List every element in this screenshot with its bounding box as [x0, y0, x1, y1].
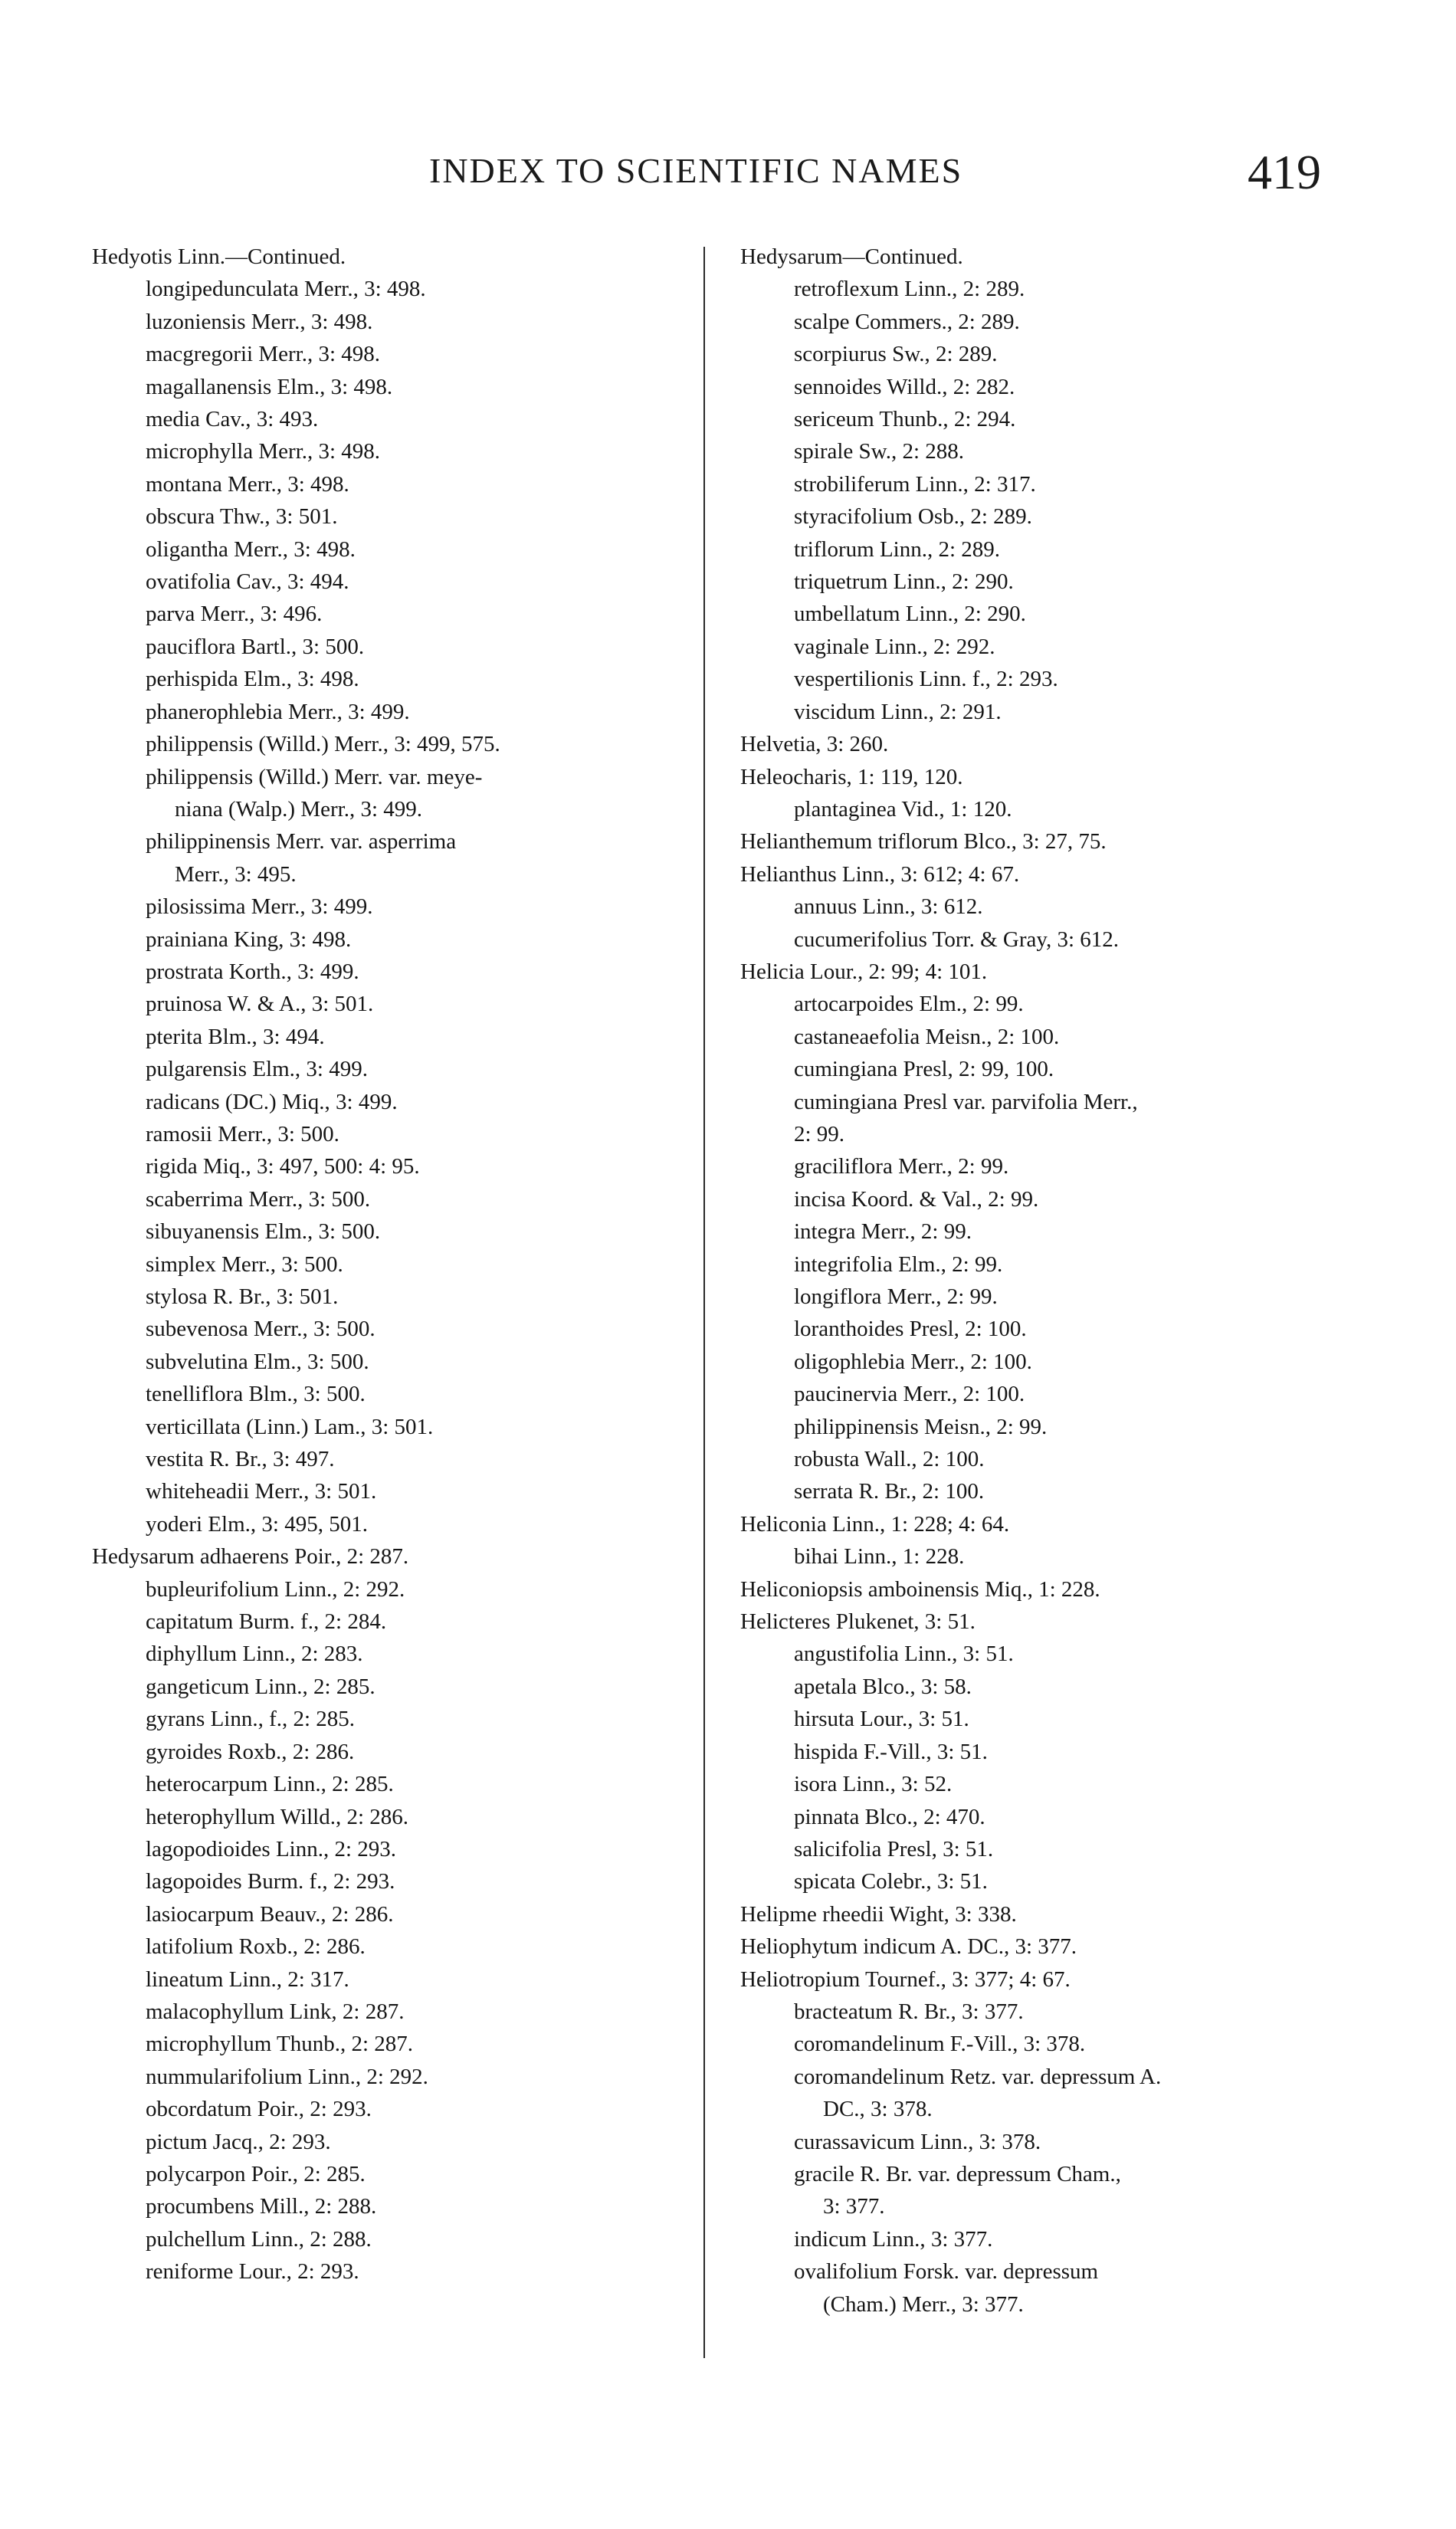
index-entry: plantaginea Vid., 1: 120.: [794, 796, 1012, 822]
index-entry: 2: 99.: [794, 1121, 845, 1146]
index-entry: parva Merr., 3: 496.: [146, 602, 323, 627]
index-entry: radicans (DC.) Miq., 3: 499.: [146, 1089, 398, 1114]
index-entry: luzoniensis Merr., 3: 498.: [146, 309, 373, 334]
index-entry: philippensis (Willd.) Merr. var. meye-: [146, 764, 483, 789]
index-entry: spicata Colebr., 3: 51.: [794, 1869, 988, 1894]
index-entry: isora Linn., 3: 52.: [794, 1772, 953, 1797]
index-entry: annuus Linn., 3: 612.: [794, 894, 983, 920]
index-entry: philippensis (Willd.) Merr., 3: 499, 575.: [146, 732, 500, 757]
index-entry: microphylla Merr., 3: 498.: [146, 439, 381, 464]
index-entry: gyroides Roxb., 2: 286.: [146, 1739, 355, 1764]
index-heading-entry: Helianthus Linn., 3: 612; 4: 67.: [740, 861, 1020, 887]
index-entry: montana Merr., 3: 498.: [146, 471, 349, 497]
index-entry: hirsuta Lour., 3: 51.: [794, 1707, 969, 1732]
index-entry: capitatum Burm. f., 2: 284.: [146, 1609, 387, 1635]
index-entry: gyrans Linn., f., 2: 285.: [146, 1707, 356, 1732]
index-entry: pulgarensis Elm., 3: 499.: [146, 1057, 368, 1082]
index-entry: longipedunculata Merr., 3: 498.: [146, 277, 426, 302]
index-entry: phanerophlebia Merr., 3: 499.: [146, 699, 410, 724]
index-heading-entry: Heleocharis, 1: 119, 120.: [740, 764, 963, 789]
index-entry: vestita R. Br., 3: 497.: [146, 1447, 335, 1472]
index-entry: cucumerifolius Torr. & Gray, 3: 612.: [794, 927, 1120, 952]
index-entry: integrifolia Elm., 2: 99.: [794, 1251, 1003, 1277]
index-heading-entry: Heliotropium Tournef., 3: 377; 4: 67.: [740, 1966, 1071, 1992]
index-entry: magallanensis Elm., 3: 498.: [146, 374, 393, 399]
index-entry: verticillata (Linn.) Lam., 3: 501.: [146, 1414, 434, 1439]
index-entry: 3: 377.: [823, 2194, 885, 2219]
index-entry: bihai Linn., 1: 228.: [794, 1544, 965, 1570]
index-heading-entry: Hedyotis Linn.—Continued.: [92, 244, 346, 269]
index-entry: indicum Linn., 3: 377.: [794, 2226, 993, 2252]
index-heading-entry: Helvetia, 3: 260.: [740, 732, 889, 757]
index-entry: stylosa R. Br., 3: 501.: [146, 1284, 339, 1309]
index-entry: robusta Wall., 2: 100.: [794, 1447, 985, 1472]
index-entry: niana (Walp.) Merr., 3: 499.: [175, 796, 423, 822]
index-entry: yoderi Elm., 3: 495, 501.: [146, 1511, 368, 1537]
index-entry: retroflexum Linn., 2: 289.: [794, 277, 1025, 302]
right-column: [740, 241, 1346, 2321]
index-entry: triflorum Linn., 2: 289.: [794, 536, 1001, 562]
index-entry: vaginale Linn., 2: 292.: [794, 634, 995, 659]
index-entry: heterophyllum Willd., 2: 286.: [146, 1804, 409, 1829]
index-entry: castaneaefolia Meisn., 2: 100.: [794, 1024, 1060, 1049]
page-number: 419: [1248, 145, 1321, 199]
index-entry: ovalifolium Forsk. var. depressum: [794, 2259, 1099, 2285]
index-entry: pinnata Blco., 2: 470.: [794, 1804, 985, 1829]
index-entry: lineatum Linn., 2: 317.: [146, 1966, 349, 1992]
index-entry: prainiana King, 3: 498.: [146, 927, 352, 952]
index-entry: microphyllum Thunb., 2: 287.: [146, 2032, 414, 2057]
index-entry: sennoides Willd., 2: 282.: [794, 374, 1015, 399]
index-heading-entry: Hedysarum adhaerens Poir., 2: 287.: [92, 1544, 409, 1570]
index-heading-entry: Heliconia Linn., 1: 228; 4: 64.: [740, 1511, 1010, 1537]
index-entry: nummularifolium Linn., 2: 292.: [146, 2064, 428, 2089]
index-entry: oligophlebia Merr., 2: 100.: [794, 1349, 1032, 1374]
index-heading-entry: Helipme rheedii Wight, 3: 338.: [740, 1901, 1017, 1927]
index-entry: pictum Jacq., 2: 293.: [146, 2129, 331, 2154]
index-entry: perhispida Elm., 3: 498.: [146, 667, 359, 692]
index-entry: rigida Miq., 3: 497, 500: 4: 95.: [146, 1154, 420, 1179]
index-entry: polycarpon Poir., 2: 285.: [146, 2161, 366, 2186]
index-entry: styracifolium Osb., 2: 289.: [794, 504, 1032, 530]
index-entry: gracile R. Br. var. depressum Cham.,: [794, 2161, 1121, 2186]
index-entry: scaberrima Merr., 3: 500.: [146, 1186, 371, 1212]
index-entry: (Cham.) Merr., 3: 377.: [823, 2291, 1024, 2317]
index-entry: DC., 3: 378.: [823, 2097, 933, 2122]
index-entry: philippinensis Meisn., 2: 99.: [794, 1414, 1048, 1439]
column-divider: [703, 247, 705, 2358]
index-heading-entry: Hedysarum—Continued.: [740, 244, 963, 269]
index-entry: macgregorii Merr., 3: 498.: [146, 342, 381, 367]
index-entry: subvelutina Elm., 3: 500.: [146, 1349, 369, 1374]
index-entry: pruinosa W. & A., 3: 501.: [146, 992, 374, 1017]
index-entry: diphyllum Linn., 2: 283.: [146, 1642, 363, 1667]
index-entry: whiteheadii Merr., 3: 501.: [146, 1479, 377, 1504]
index-entry: simplex Merr., 3: 500.: [146, 1251, 343, 1277]
running-head: INDEX TO SCIENTIFIC NAMES: [429, 151, 963, 190]
index-entry: lagopodioides Linn., 2: 293.: [146, 1836, 397, 1861]
index-entry: sibuyanensis Elm., 3: 500.: [146, 1219, 381, 1245]
index-entry: obcordatum Poir., 2: 293.: [146, 2097, 372, 2122]
index-heading-entry: Heliophytum indicum A. DC., 3: 377.: [740, 1934, 1077, 1960]
index-entry: spirale Sw., 2: 288.: [794, 439, 965, 464]
index-heading-entry: Helicia Lour., 2: 99; 4: 101.: [740, 959, 988, 984]
index-entry: paucinervia Merr., 2: 100.: [794, 1382, 1025, 1407]
index-entry: pilosissima Merr., 3: 499.: [146, 894, 373, 920]
index-entry: bupleurifolium Linn., 2: 292.: [146, 1576, 405, 1602]
index-entry: cumingiana Presl var. parvifolia Merr.,: [794, 1089, 1138, 1114]
index-entry: integra Merr., 2: 99.: [794, 1219, 972, 1245]
index-entry: umbellatum Linn., 2: 290.: [794, 602, 1026, 627]
index-entry: artocarpoides Elm., 2: 99.: [794, 992, 1024, 1017]
index-entry: curassavicum Linn., 3: 378.: [794, 2129, 1041, 2154]
index-entry: hispida F.-Vill., 3: 51.: [794, 1739, 988, 1764]
index-entry: ovatifolia Cav., 3: 494.: [146, 569, 349, 595]
index-entry: lagopoides Burm. f., 2: 293.: [146, 1869, 395, 1894]
index-entry: media Cav., 3: 493.: [146, 407, 319, 432]
index-heading-entry: Heliconiopsis amboinensis Miq., 1: 228.: [740, 1576, 1100, 1602]
index-heading-entry: Helicteres Plukenet, 3: 51.: [740, 1609, 976, 1635]
index-entry: viscidum Linn., 2: 291.: [794, 699, 1002, 724]
index-entry: obscura Thw., 3: 501.: [146, 504, 338, 530]
index-entry: incisa Koord. & Val., 2: 99.: [794, 1186, 1039, 1212]
index-entry: pterita Blm., 3: 494.: [146, 1024, 325, 1049]
index-entry: reniforme Lour., 2: 293.: [146, 2259, 359, 2285]
index-entry: subevenosa Merr., 3: 500.: [146, 1317, 375, 1342]
index-entry: triquetrum Linn., 2: 290.: [794, 569, 1014, 595]
index-entry: procumbens Mill., 2: 288.: [146, 2194, 377, 2219]
index-entry: latifolium Roxb., 2: 286.: [146, 1934, 366, 1960]
index-entry: sericeum Thunb., 2: 294.: [794, 407, 1016, 432]
index-entry: longiflora Merr., 2: 99.: [794, 1284, 998, 1309]
index-heading-entry: Helianthemum triflorum Blco., 3: 27, 75.: [740, 829, 1107, 854]
index-entry: vespertilionis Linn. f., 2: 293.: [794, 667, 1058, 692]
index-entry: strobiliferum Linn., 2: 317.: [794, 471, 1036, 497]
index-entry: graciliflora Merr., 2: 99.: [794, 1154, 1009, 1179]
index-entry: coromandelinum Retz. var. depressum A.: [794, 2064, 1162, 2089]
index-entry: oligantha Merr., 3: 498.: [146, 536, 356, 562]
index-entry: apetala Blco., 3: 58.: [794, 1674, 972, 1699]
index-entry: scalpe Commers., 2: 289.: [794, 309, 1020, 334]
index-entry: bracteatum R. Br., 3: 377.: [794, 1999, 1024, 2024]
index-entry: prostrata Korth., 3: 499.: [146, 959, 359, 984]
index-entry: pauciflora Bartl., 3: 500.: [146, 634, 365, 659]
left-column: [92, 241, 690, 2288]
index-entry: scorpiurus Sw., 2: 289.: [794, 342, 998, 367]
index-entry: cumingiana Presl, 2: 99, 100.: [794, 1057, 1054, 1082]
index-entry: Merr., 3: 495.: [175, 861, 297, 887]
index-entry: salicifolia Presl, 3: 51.: [794, 1836, 994, 1861]
index-entry: heterocarpum Linn., 2: 285.: [146, 1772, 394, 1797]
index-entry: gangeticum Linn., 2: 285.: [146, 1674, 375, 1699]
index-entry: malacophyllum Link, 2: 287.: [146, 1999, 405, 2024]
index-entry: lasiocarpum Beauv., 2: 286.: [146, 1901, 394, 1927]
index-entry: ramosii Merr., 3: 500.: [146, 1121, 339, 1146]
index-entry: loranthoides Presl, 2: 100.: [794, 1317, 1027, 1342]
index-entry: angustifolia Linn., 3: 51.: [794, 1642, 1014, 1667]
index-entry: coromandelinum F.-Vill., 3: 378.: [794, 2032, 1086, 2057]
index-entry: pulchellum Linn., 2: 288.: [146, 2226, 372, 2252]
index-entry: philippinensis Merr. var. asperrima: [146, 829, 457, 854]
index-entry: tenelliflora Blm., 3: 500.: [146, 1382, 366, 1407]
index-entry: serrata R. Br., 2: 100.: [794, 1479, 985, 1504]
